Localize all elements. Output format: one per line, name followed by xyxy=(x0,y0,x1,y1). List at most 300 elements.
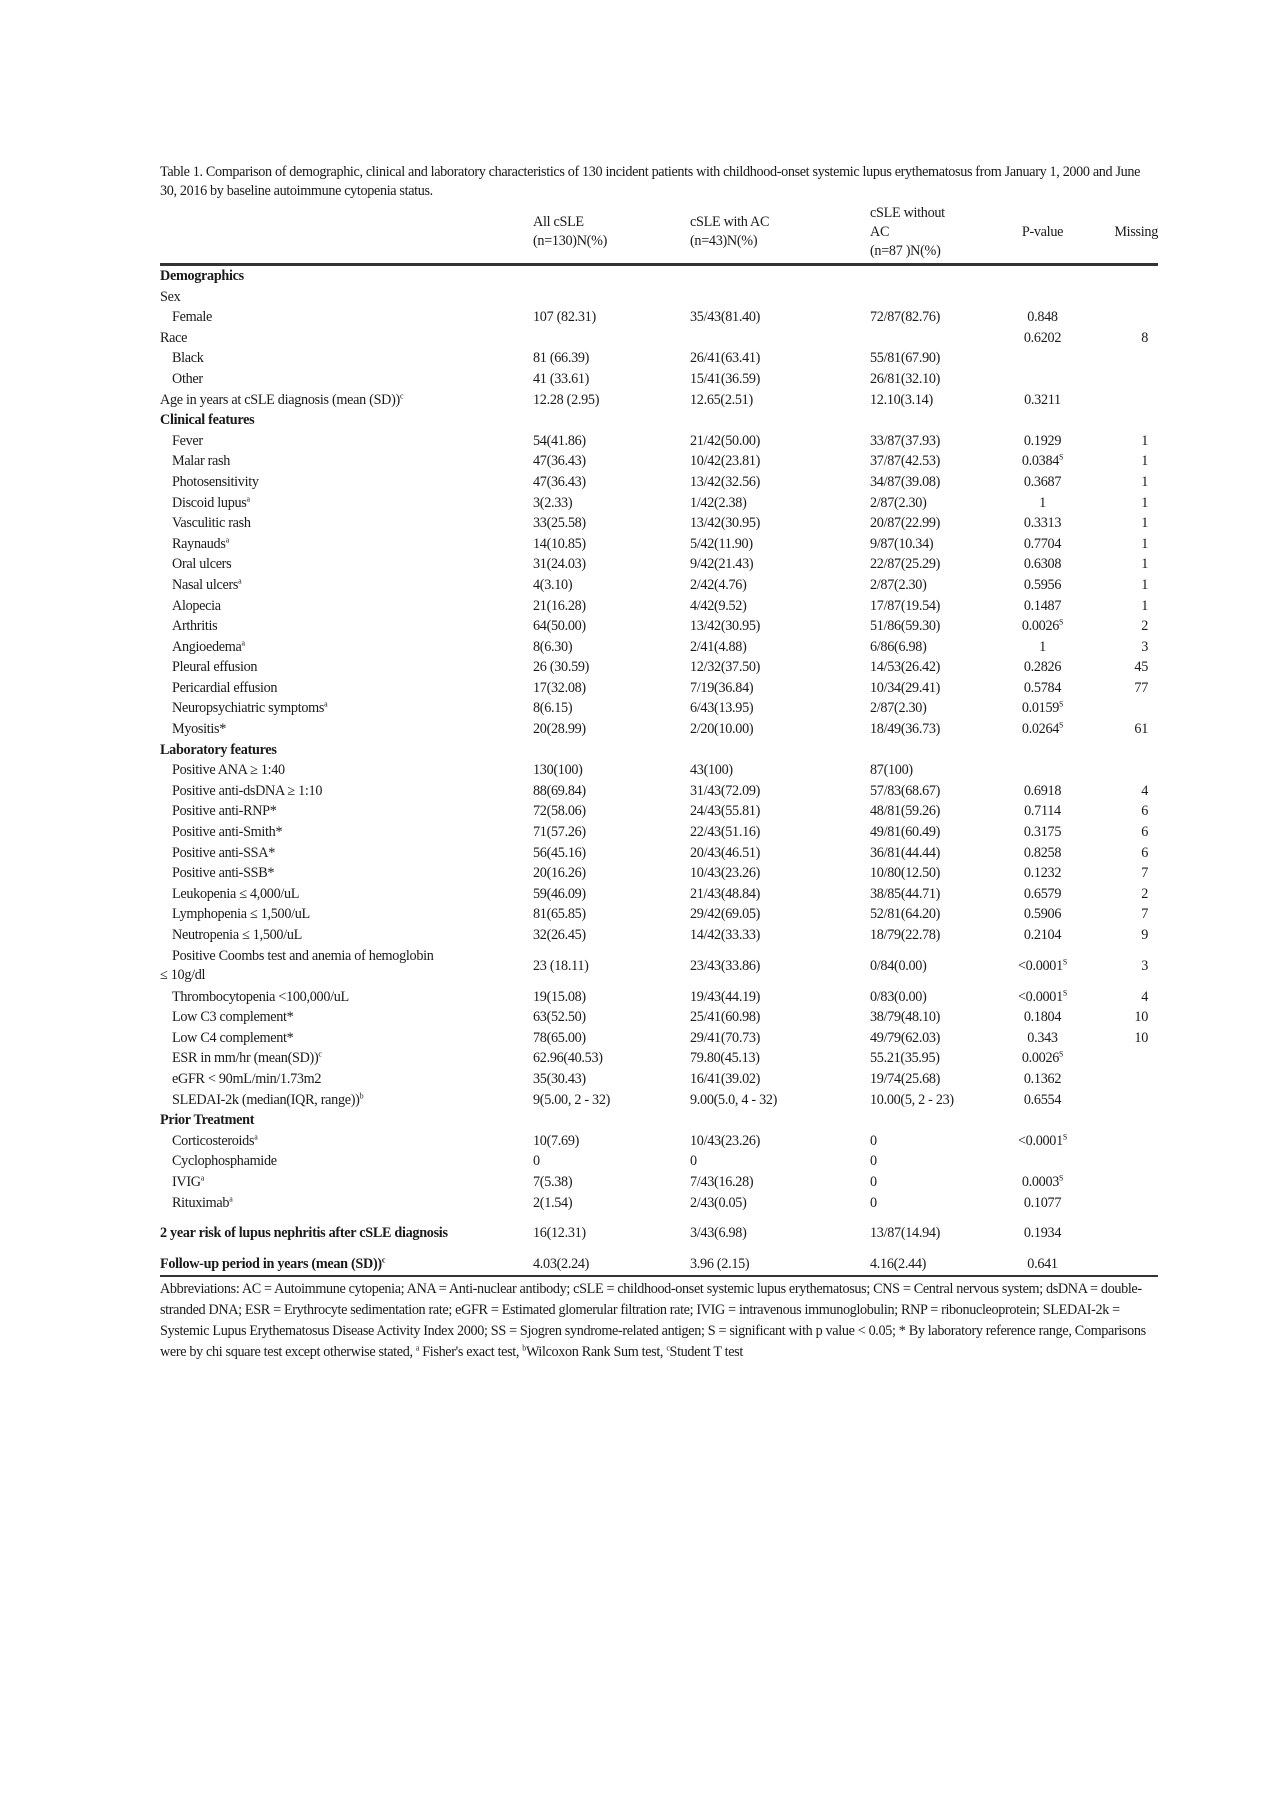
pvalue-text: 0.0026 xyxy=(1021,1050,1060,1067)
table-row xyxy=(160,554,1158,575)
row-label xyxy=(160,863,525,884)
significance-mark: S xyxy=(1059,720,1064,730)
cell-all-cslE: 54(41.86) xyxy=(533,432,586,449)
cell-without-ac: 10.00(5, 2 - 23) xyxy=(870,1091,954,1108)
cell-missing: 9 xyxy=(1141,927,1148,943)
row-label xyxy=(160,760,525,781)
row-label xyxy=(160,1213,525,1254)
row-label-text: Photosensitivity xyxy=(172,473,259,490)
cell-pvalue xyxy=(1005,328,1080,349)
cell-without-ac: 26/81(32.10) xyxy=(870,370,941,387)
cell-without-ac: 55.21(35.95) xyxy=(870,1050,940,1067)
cell-pvalue xyxy=(1005,472,1080,493)
cell-with-ac: 2/43(0.05) xyxy=(690,1194,747,1211)
pvalue-text: <0.0001 xyxy=(1017,1132,1063,1149)
row-label-text: Corticosteroids xyxy=(172,1132,255,1149)
cell-with-ac: 23/43(33.86) xyxy=(690,957,761,974)
cell-pvalue xyxy=(1005,719,1080,740)
pvalue-text: 0.8258 xyxy=(1023,844,1062,861)
cell-without-ac: 12.10(3.14) xyxy=(870,391,933,408)
cell-missing: 3 xyxy=(1141,957,1148,974)
cell-all-cslE: 14(10.85) xyxy=(533,535,586,552)
cell-without-ac: 2/87(2.30) xyxy=(870,494,927,511)
pvalue-text: 0.3687 xyxy=(1023,473,1062,490)
table-row xyxy=(160,369,1158,390)
empty-cell xyxy=(1080,410,1158,431)
table-row xyxy=(160,493,1158,514)
cell-without-ac: 17/87(19.54) xyxy=(870,597,941,614)
empty-cell xyxy=(1080,1110,1158,1131)
row-label-text: Fever xyxy=(172,432,203,449)
row-label xyxy=(160,740,525,761)
row-label xyxy=(160,575,525,596)
cell-all-cslE: 32(26.45) xyxy=(533,927,586,943)
row-label xyxy=(160,369,525,390)
table-row xyxy=(160,925,1158,946)
cell-all-cslE: 62.96(40.53) xyxy=(533,1050,603,1067)
cell-pvalue xyxy=(1005,431,1080,452)
empty-cell xyxy=(525,265,690,287)
table-row xyxy=(160,946,1158,987)
cell-all-cslE: 41 (33.61) xyxy=(533,370,590,387)
cell-all-cslE: 7(5.38) xyxy=(533,1173,573,1190)
cell-missing xyxy=(1080,1213,1158,1254)
pvalue-text: 0.1232 xyxy=(1023,865,1062,882)
cell-all-cslE: 10(7.69) xyxy=(533,1132,580,1149)
row-label-footnote-mark: a xyxy=(241,637,245,647)
cell-pvalue xyxy=(1005,657,1080,678)
header-pvalue: P-value xyxy=(1005,201,1080,265)
significance-mark: S xyxy=(1062,957,1068,967)
row-label-footnote-mark: c xyxy=(318,1049,322,1059)
table-row xyxy=(160,657,1158,678)
empty-cell xyxy=(690,1110,870,1131)
cell-with-ac: 26/41(63.41) xyxy=(690,350,761,367)
row-label-text: Vasculitic rash xyxy=(172,515,251,532)
cell-all-cslE: 47(36.43) xyxy=(533,473,586,490)
cell-missing xyxy=(1080,1193,1158,1214)
table-section-row xyxy=(160,1213,1158,1254)
row-label-text: Raynauds xyxy=(172,535,226,552)
table-row xyxy=(160,513,1158,534)
significance-mark: S xyxy=(1062,1132,1068,1142)
row-label xyxy=(160,513,525,534)
pvalue-text: 0.343 xyxy=(1027,1029,1058,1046)
cell-missing xyxy=(1080,1090,1158,1111)
cell-missing xyxy=(1080,1069,1158,1090)
table-row xyxy=(160,760,1158,781)
row-label xyxy=(160,472,525,493)
table-row xyxy=(160,1131,1158,1152)
cell-all-cslE: 56(45.16) xyxy=(533,844,586,861)
cell-without-ac: 57/83(68.67) xyxy=(870,782,941,799)
cell-without-ac: 18/49(36.73) xyxy=(870,721,941,738)
pvalue-text: 0.6202 xyxy=(1023,329,1062,346)
pvalue-text: <0.0001 xyxy=(1017,957,1063,974)
row-label-text: ESR in mm/hr (mean(SD)) xyxy=(172,1050,319,1067)
table-row xyxy=(160,1090,1158,1111)
cell-without-ac: 38/85(44.71) xyxy=(870,885,941,902)
significance-mark: S xyxy=(1059,699,1064,709)
row-label xyxy=(160,657,525,678)
pvalue-text: 0.0026 xyxy=(1021,618,1060,635)
cell-all-cslE: 19(15.08) xyxy=(533,988,586,1005)
footnote-wilcoxon: Wilcoxon Rank Sum test, xyxy=(525,1343,667,1360)
cell-without-ac: 0 xyxy=(870,1153,877,1170)
row-label xyxy=(160,1069,525,1090)
cell-without-ac: 18/79(22.78) xyxy=(870,927,941,943)
header-with-ac-n: (n=43)N(%) xyxy=(690,233,758,249)
cell-missing: 8 xyxy=(1141,329,1148,346)
row-label-text: Low C3 complement* xyxy=(172,1009,294,1026)
row-label xyxy=(160,410,525,431)
table-row xyxy=(160,843,1158,864)
empty-cell xyxy=(870,1110,1005,1131)
cell-all-cslE: 59(46.09) xyxy=(533,885,586,902)
row-label-text: Positive anti-RNP* xyxy=(172,803,277,820)
table-row xyxy=(160,1193,1158,1214)
cell-with-ac: 15/41(36.59) xyxy=(690,370,761,387)
empty-cell xyxy=(690,265,870,287)
cell-pvalue xyxy=(1005,348,1080,369)
cell-missing: 10 xyxy=(1134,1009,1148,1026)
cell-all-cslE: 63(52.50) xyxy=(533,1009,586,1026)
cell-missing: 1 xyxy=(1141,453,1148,470)
pvalue-text: 0.6554 xyxy=(1023,1091,1062,1108)
cell-without-ac: 0 xyxy=(870,1194,877,1211)
pvalue-text: 0.0264 xyxy=(1021,721,1060,738)
cell-pvalue xyxy=(1005,493,1080,514)
cell-pvalue xyxy=(1005,987,1080,1008)
cell-with-ac: 24/43(55.81) xyxy=(690,803,761,820)
row-label-text: Neutropenia ≤ 1,500/uL xyxy=(172,927,303,943)
row-label xyxy=(160,493,525,514)
cell-with-ac: 13/42(30.95) xyxy=(690,515,761,532)
cell-pvalue xyxy=(1005,904,1080,925)
cell-with-ac: 0 xyxy=(690,1153,697,1170)
cell-pvalue xyxy=(1005,1213,1080,1254)
pvalue-text: 0.848 xyxy=(1027,309,1058,326)
empty-cell xyxy=(1080,265,1158,287)
row-label-text: eGFR < 90mL/min/1.73m2 xyxy=(172,1070,322,1087)
row-label xyxy=(160,390,525,411)
cell-missing: 1 xyxy=(1141,556,1148,573)
row-label-text: Pericardial effusion xyxy=(172,679,278,696)
cell-pvalue xyxy=(1005,925,1080,946)
row-label xyxy=(160,348,525,369)
cell-with-ac: 13/42(30.95) xyxy=(690,618,761,635)
header-label xyxy=(160,201,525,265)
pvalue-text: 0.0384 xyxy=(1021,453,1060,470)
cell-missing: 4 xyxy=(1141,782,1148,799)
cell-with-ac: 19/43(44.19) xyxy=(690,988,761,1005)
empty-cell xyxy=(1005,740,1080,761)
cell-with-ac: 25/41(60.98) xyxy=(690,1009,761,1026)
row-label-text: Arthritis xyxy=(172,618,218,635)
table-footnote xyxy=(160,1279,1158,1363)
cell-with-ac: 29/42(69.05) xyxy=(690,906,761,923)
cell-with-ac: 10/43(23.26) xyxy=(690,1132,761,1149)
table-row xyxy=(160,575,1158,596)
cell-without-ac: 72/87(82.76) xyxy=(870,309,941,326)
pvalue-text: 0.6918 xyxy=(1023,782,1062,799)
row-label xyxy=(160,265,525,287)
table-row xyxy=(160,1172,1158,1193)
cell-missing xyxy=(1080,287,1158,308)
row-label xyxy=(160,637,525,658)
table-caption: Table 1. Comparison of demographic, clinical and laboratory characteristics of 130 incident patients with childhood-onset systemic lupus erythematosus from January 1, 2000 and June 30, 2016 by baseline autoimmune cytopenia status. xyxy=(160,164,1141,199)
table-row xyxy=(160,719,1158,740)
table-row xyxy=(160,287,1158,308)
cell-with-ac: 22/43(51.16) xyxy=(690,824,761,841)
cell-missing: 77 xyxy=(1134,679,1148,696)
row-label xyxy=(160,1028,525,1049)
significance-mark: S xyxy=(1062,987,1068,997)
header-missing: Missing xyxy=(1080,201,1158,265)
row-label xyxy=(160,554,525,575)
cell-pvalue xyxy=(1005,390,1080,411)
cell-without-ac: 0 xyxy=(870,1132,877,1149)
row-label-footnote-mark: c xyxy=(381,1255,386,1265)
header-with-ac xyxy=(690,201,870,265)
cell-missing: 2 xyxy=(1141,885,1148,902)
cell-without-ac: 4.16(2.44) xyxy=(870,1254,1005,1276)
footnote-fisher: Fisher's exact test, xyxy=(419,1343,523,1360)
row-label xyxy=(160,678,525,699)
pvalue-text: 0.2826 xyxy=(1023,659,1062,676)
header-without-ac xyxy=(870,201,1005,265)
cell-with-ac: 6/43(13.95) xyxy=(690,700,754,717)
cell-without-ac: 22/87(25.29) xyxy=(870,556,941,573)
row-label-text: Positive ANA ≥ 1:40 xyxy=(172,762,285,779)
header-all-title: All cSLE xyxy=(533,214,584,230)
cell-with-ac: 7/19(36.84) xyxy=(690,679,754,696)
cell-all-cslE: 107 (82.31) xyxy=(533,309,596,326)
row-label-text: Nasal ulcers xyxy=(172,576,239,593)
cell-with-ac: 3/43(6.98) xyxy=(690,1225,747,1242)
cell-without-ac: 10/34(29.41) xyxy=(870,679,941,696)
cell-missing: 1 xyxy=(1141,597,1148,614)
row-label-text: Malar rash xyxy=(172,453,231,470)
cell-missing xyxy=(1080,390,1158,411)
pvalue-text: 0.1487 xyxy=(1023,597,1062,614)
cell-without-ac: 0/84(0.00) xyxy=(870,957,927,974)
row-label xyxy=(160,596,525,617)
table-row xyxy=(160,863,1158,884)
pvalue-text: 0.3175 xyxy=(1023,824,1062,841)
characteristics-table xyxy=(160,201,1158,1277)
cell-without-ac: 2/87(2.30) xyxy=(870,700,927,717)
table-row xyxy=(160,451,1158,472)
cell-with-ac: 2/42(4.76) xyxy=(690,576,747,593)
cell-with-ac: 21/43(48.84) xyxy=(690,885,761,902)
pvalue-text: 1 xyxy=(1039,494,1046,511)
cell-all-cslE: 64(50.00) xyxy=(533,618,586,635)
table-row xyxy=(160,781,1158,802)
row-label xyxy=(160,1193,525,1214)
footnote-sup-b: b xyxy=(522,1342,526,1352)
row-label-footnote-mark: c xyxy=(399,390,404,400)
empty-cell xyxy=(870,265,1005,287)
row-label-text: Neuropsychiatric symptoms xyxy=(172,700,325,717)
table-section-row xyxy=(160,265,1158,287)
cell-with-ac: 7/43(16.28) xyxy=(690,1173,754,1190)
table-row xyxy=(160,596,1158,617)
cell-with-ac: 43(100) xyxy=(690,762,733,779)
cell-pvalue xyxy=(1005,843,1080,864)
cell-all-cslE: 21(16.28) xyxy=(533,597,586,614)
cell-pvalue xyxy=(1005,1254,1080,1276)
empty-cell xyxy=(1005,410,1080,431)
cell-missing: 4 xyxy=(1141,988,1148,1005)
cell-with-ac: 79.80(45.13) xyxy=(690,1050,760,1067)
cell-without-ac: 49/79(62.03) xyxy=(870,1029,941,1046)
cell-without-ac xyxy=(870,328,1005,349)
cell-missing: 61 xyxy=(1134,721,1148,738)
cell-all-cslE: 26 (30.59) xyxy=(533,659,590,676)
cell-missing: 1 xyxy=(1141,473,1148,490)
cell-all-cslE: 33(25.58) xyxy=(533,515,586,532)
cell-missing: 7 xyxy=(1141,865,1148,882)
significance-mark: S xyxy=(1059,1049,1064,1059)
empty-cell xyxy=(690,410,870,431)
cell-without-ac xyxy=(870,287,1005,308)
cell-with-ac: 2/20(10.00) xyxy=(690,721,754,738)
pvalue-text: 0.0159 xyxy=(1021,700,1060,717)
row-label xyxy=(160,987,525,1008)
cell-missing: 1 xyxy=(1141,432,1148,449)
cell-with-ac: 16/41(39.02) xyxy=(690,1070,761,1087)
cell-pvalue xyxy=(1005,781,1080,802)
row-label xyxy=(160,781,525,802)
row-label-footnote-mark: b xyxy=(359,1090,364,1100)
cell-with-ac xyxy=(690,328,870,349)
empty-cell xyxy=(1005,1110,1080,1131)
cell-all-cslE: 31(24.03) xyxy=(533,556,586,573)
cell-without-ac: 38/79(48.10) xyxy=(870,1009,941,1026)
table-row xyxy=(160,801,1158,822)
row-label-text: Prior Treatment xyxy=(160,1112,255,1129)
row-label xyxy=(160,1090,525,1111)
footnote-ttest: Student T test xyxy=(669,1343,743,1360)
row-label-text: Rituximab xyxy=(172,1194,230,1211)
row-label xyxy=(160,925,525,946)
cell-without-ac: 48/81(59.26) xyxy=(870,803,941,820)
cell-with-ac: 14/42(33.33) xyxy=(690,927,761,943)
table-row xyxy=(160,390,1158,411)
row-label-footnote-mark: a xyxy=(254,1132,258,1142)
cell-pvalue xyxy=(1005,554,1080,575)
cell-without-ac: 52/81(64.20) xyxy=(870,906,941,923)
row-label xyxy=(160,287,525,308)
table-row xyxy=(160,616,1158,637)
cell-all-cslE: 12.28 (2.95) xyxy=(533,391,600,408)
row-label-text: Myositis* xyxy=(172,721,227,738)
empty-cell xyxy=(525,1110,690,1131)
cell-pvalue xyxy=(1005,596,1080,617)
pvalue-text: <0.0001 xyxy=(1017,988,1063,1005)
header-with-ac-title: cSLE with AC xyxy=(690,214,770,230)
row-label-text: Clinical features xyxy=(160,412,255,429)
row-label xyxy=(160,946,525,987)
row-label-footnote-mark: a xyxy=(238,576,242,586)
row-label-text: Race xyxy=(160,329,188,346)
pvalue-text: 0.1362 xyxy=(1023,1070,1062,1087)
table-row xyxy=(160,1151,1158,1172)
pvalue-text: 0.7704 xyxy=(1023,535,1062,552)
table-section-row xyxy=(160,740,1158,761)
table-row xyxy=(160,678,1158,699)
table-header-row xyxy=(160,201,1158,265)
row-label-text: Follow-up period in years (mean (SD)) xyxy=(160,1256,382,1273)
cell-pvalue xyxy=(1005,1151,1080,1172)
row-label xyxy=(160,1151,525,1172)
cell-missing xyxy=(1080,348,1158,369)
cell-all-cslE: 35(30.43) xyxy=(533,1070,586,1087)
cell-without-ac: 51/86(59.30) xyxy=(870,618,941,635)
cell-without-ac: 33/87(37.93) xyxy=(870,432,941,449)
table-row xyxy=(160,1028,1158,1049)
cell-with-ac: 21/42(50.00) xyxy=(690,432,761,449)
row-label-text: Oral ulcers xyxy=(172,556,232,573)
pvalue-text: 0.641 xyxy=(1027,1256,1058,1273)
pvalue-text: 0.6579 xyxy=(1023,885,1062,902)
row-label-text: Pleural effusion xyxy=(172,659,258,676)
cell-pvalue xyxy=(1005,575,1080,596)
cell-without-ac: 13/87(14.94) xyxy=(870,1225,941,1242)
cell-missing xyxy=(1080,1131,1158,1152)
cell-missing: 1 xyxy=(1141,535,1148,552)
empty-cell xyxy=(1005,265,1080,287)
row-label-text: Sex xyxy=(160,288,181,305)
cell-without-ac: 0/83(0.00) xyxy=(870,988,927,1005)
document-page xyxy=(160,163,1158,1377)
pvalue-text: 0.5906 xyxy=(1023,906,1062,923)
row-label-text: IVIG xyxy=(172,1173,201,1190)
table-row xyxy=(160,431,1158,452)
row-label xyxy=(160,801,525,822)
row-label-text: Discoid lupus xyxy=(172,494,247,511)
row-label xyxy=(160,1007,525,1028)
row-label-text: Cyclophosphamide xyxy=(172,1153,277,1170)
cell-missing xyxy=(1080,698,1158,719)
cell-missing xyxy=(1080,369,1158,390)
table-row xyxy=(160,534,1158,555)
significance-mark: S xyxy=(1059,452,1064,462)
cell-missing: 1 xyxy=(1141,494,1148,511)
row-label-text: Female xyxy=(172,309,212,326)
cell-with-ac: 10/42(23.81) xyxy=(690,453,761,470)
cell-without-ac: 19/74(25.68) xyxy=(870,1070,941,1087)
cell-without-ac: 10/80(12.50) xyxy=(870,865,941,882)
cell-missing: 45 xyxy=(1134,659,1148,676)
table-row xyxy=(160,698,1158,719)
cell-without-ac: 6/86(6.98) xyxy=(870,638,927,655)
table-section-row xyxy=(160,1110,1158,1131)
cell-all-cslE: 130(100) xyxy=(533,762,583,779)
cell-missing xyxy=(1080,1048,1158,1069)
cell-pvalue xyxy=(1005,369,1080,390)
pvalue-text: 0.5784 xyxy=(1023,679,1062,696)
cell-without-ac: 2/87(2.30) xyxy=(870,576,927,593)
cell-all-cslE: 81 (66.39) xyxy=(533,350,590,367)
cell-without-ac: 0 xyxy=(870,1173,877,1190)
row-label-footnote-mark: a xyxy=(324,699,328,709)
table-row xyxy=(160,884,1158,905)
cell-without-ac: 87(100) xyxy=(870,762,913,779)
cell-all-cslE: 20(28.99) xyxy=(533,721,586,738)
cell-missing: 6 xyxy=(1141,824,1148,841)
